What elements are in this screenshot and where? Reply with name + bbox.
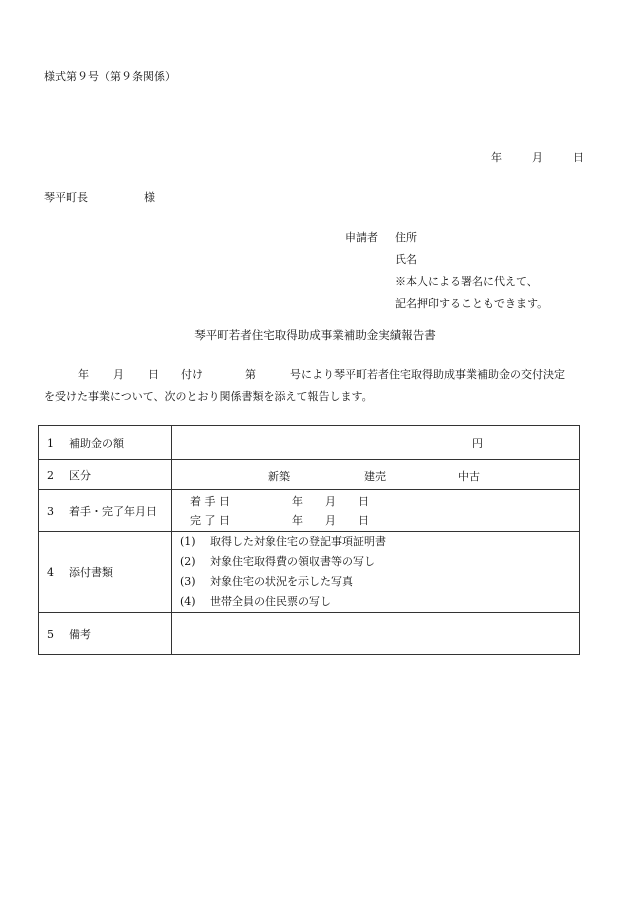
signature-note-line1: ※本人による署名に代えて、 (395, 275, 538, 288)
start-date-label: 着 手 日 (190, 494, 230, 508)
applicant-block (345, 227, 548, 315)
end-year: 年 (292, 513, 303, 527)
row-label: 補助金の額 (69, 436, 124, 450)
body-dated: 付け (181, 368, 203, 381)
body-year: 年 (78, 368, 89, 381)
end-day: 日 (358, 513, 369, 527)
row-label: 添付書類 (69, 566, 113, 579)
addressee-name: 琴平町長 (44, 191, 88, 204)
category-new-build[interactable]: 新築 (268, 469, 290, 483)
body-day: 日 (148, 368, 159, 381)
addressee-honorific: 様 (144, 191, 155, 204)
yen-unit: 円 (472, 436, 483, 450)
row-number: 4 (47, 566, 54, 579)
body-text (44, 364, 589, 408)
form-number: 様式第９号（第９条関係） (44, 70, 176, 83)
table-row (39, 613, 580, 655)
category-used[interactable]: 中古 (458, 469, 480, 483)
body-line2: を受けた事業について、次のとおり関係書類を添えて報告します。 (44, 390, 373, 403)
end-date-label: 完 了 日 (190, 513, 230, 527)
row-number: 2 (47, 468, 54, 482)
row-label: 備考 (69, 627, 91, 641)
date-line (491, 149, 584, 165)
table-row (39, 460, 580, 490)
start-month: 月 (325, 494, 336, 508)
applicant-label: 申請者 (345, 231, 378, 244)
table-row (39, 532, 580, 613)
row-number: 5 (47, 627, 54, 641)
start-day: 日 (358, 494, 369, 508)
list-item: (3) 対象住宅の状況を示した写真 (180, 575, 353, 588)
start-year: 年 (292, 494, 303, 508)
table-row (39, 490, 580, 532)
name-label: 氏名 (395, 253, 417, 266)
date-year-label: 年 (491, 151, 502, 164)
row-number: 3 (47, 504, 54, 518)
body-dai: 第 (245, 368, 256, 381)
subsidy-amount-field[interactable] (172, 426, 580, 460)
list-item: (2) 対象住宅取得費の領収書等の写し (180, 555, 375, 568)
date-day-label: 日 (573, 151, 584, 164)
attachments-list (172, 532, 580, 613)
body-rest-line1: 号により琴平町若者住宅取得助成事業補助金の交付決定 (290, 368, 565, 381)
dates-field[interactable] (172, 490, 580, 532)
document-title: 琴平町若者住宅取得助成事業補助金実績報告書 (194, 328, 436, 342)
date-month-label: 月 (532, 151, 543, 164)
list-item: (4) 世帯全員の住民票の写し (180, 595, 331, 608)
table-row (39, 426, 580, 460)
category-ready-built[interactable]: 建売 (364, 469, 386, 483)
remarks-field[interactable] (172, 613, 580, 655)
addressee (44, 189, 155, 205)
category-field[interactable] (172, 460, 580, 490)
row-label: 着手・完了年月日 (69, 504, 157, 518)
address-label: 住所 (395, 231, 417, 244)
end-month: 月 (325, 513, 336, 527)
row-label: 区分 (69, 468, 91, 482)
signature-note-line2: 記名押印することもできます。 (395, 297, 549, 310)
body-month: 月 (113, 368, 124, 381)
report-table (38, 425, 580, 655)
row-number: 1 (47, 436, 54, 450)
list-item: (1) 取得した対象住宅の登記事項証明書 (180, 535, 386, 548)
